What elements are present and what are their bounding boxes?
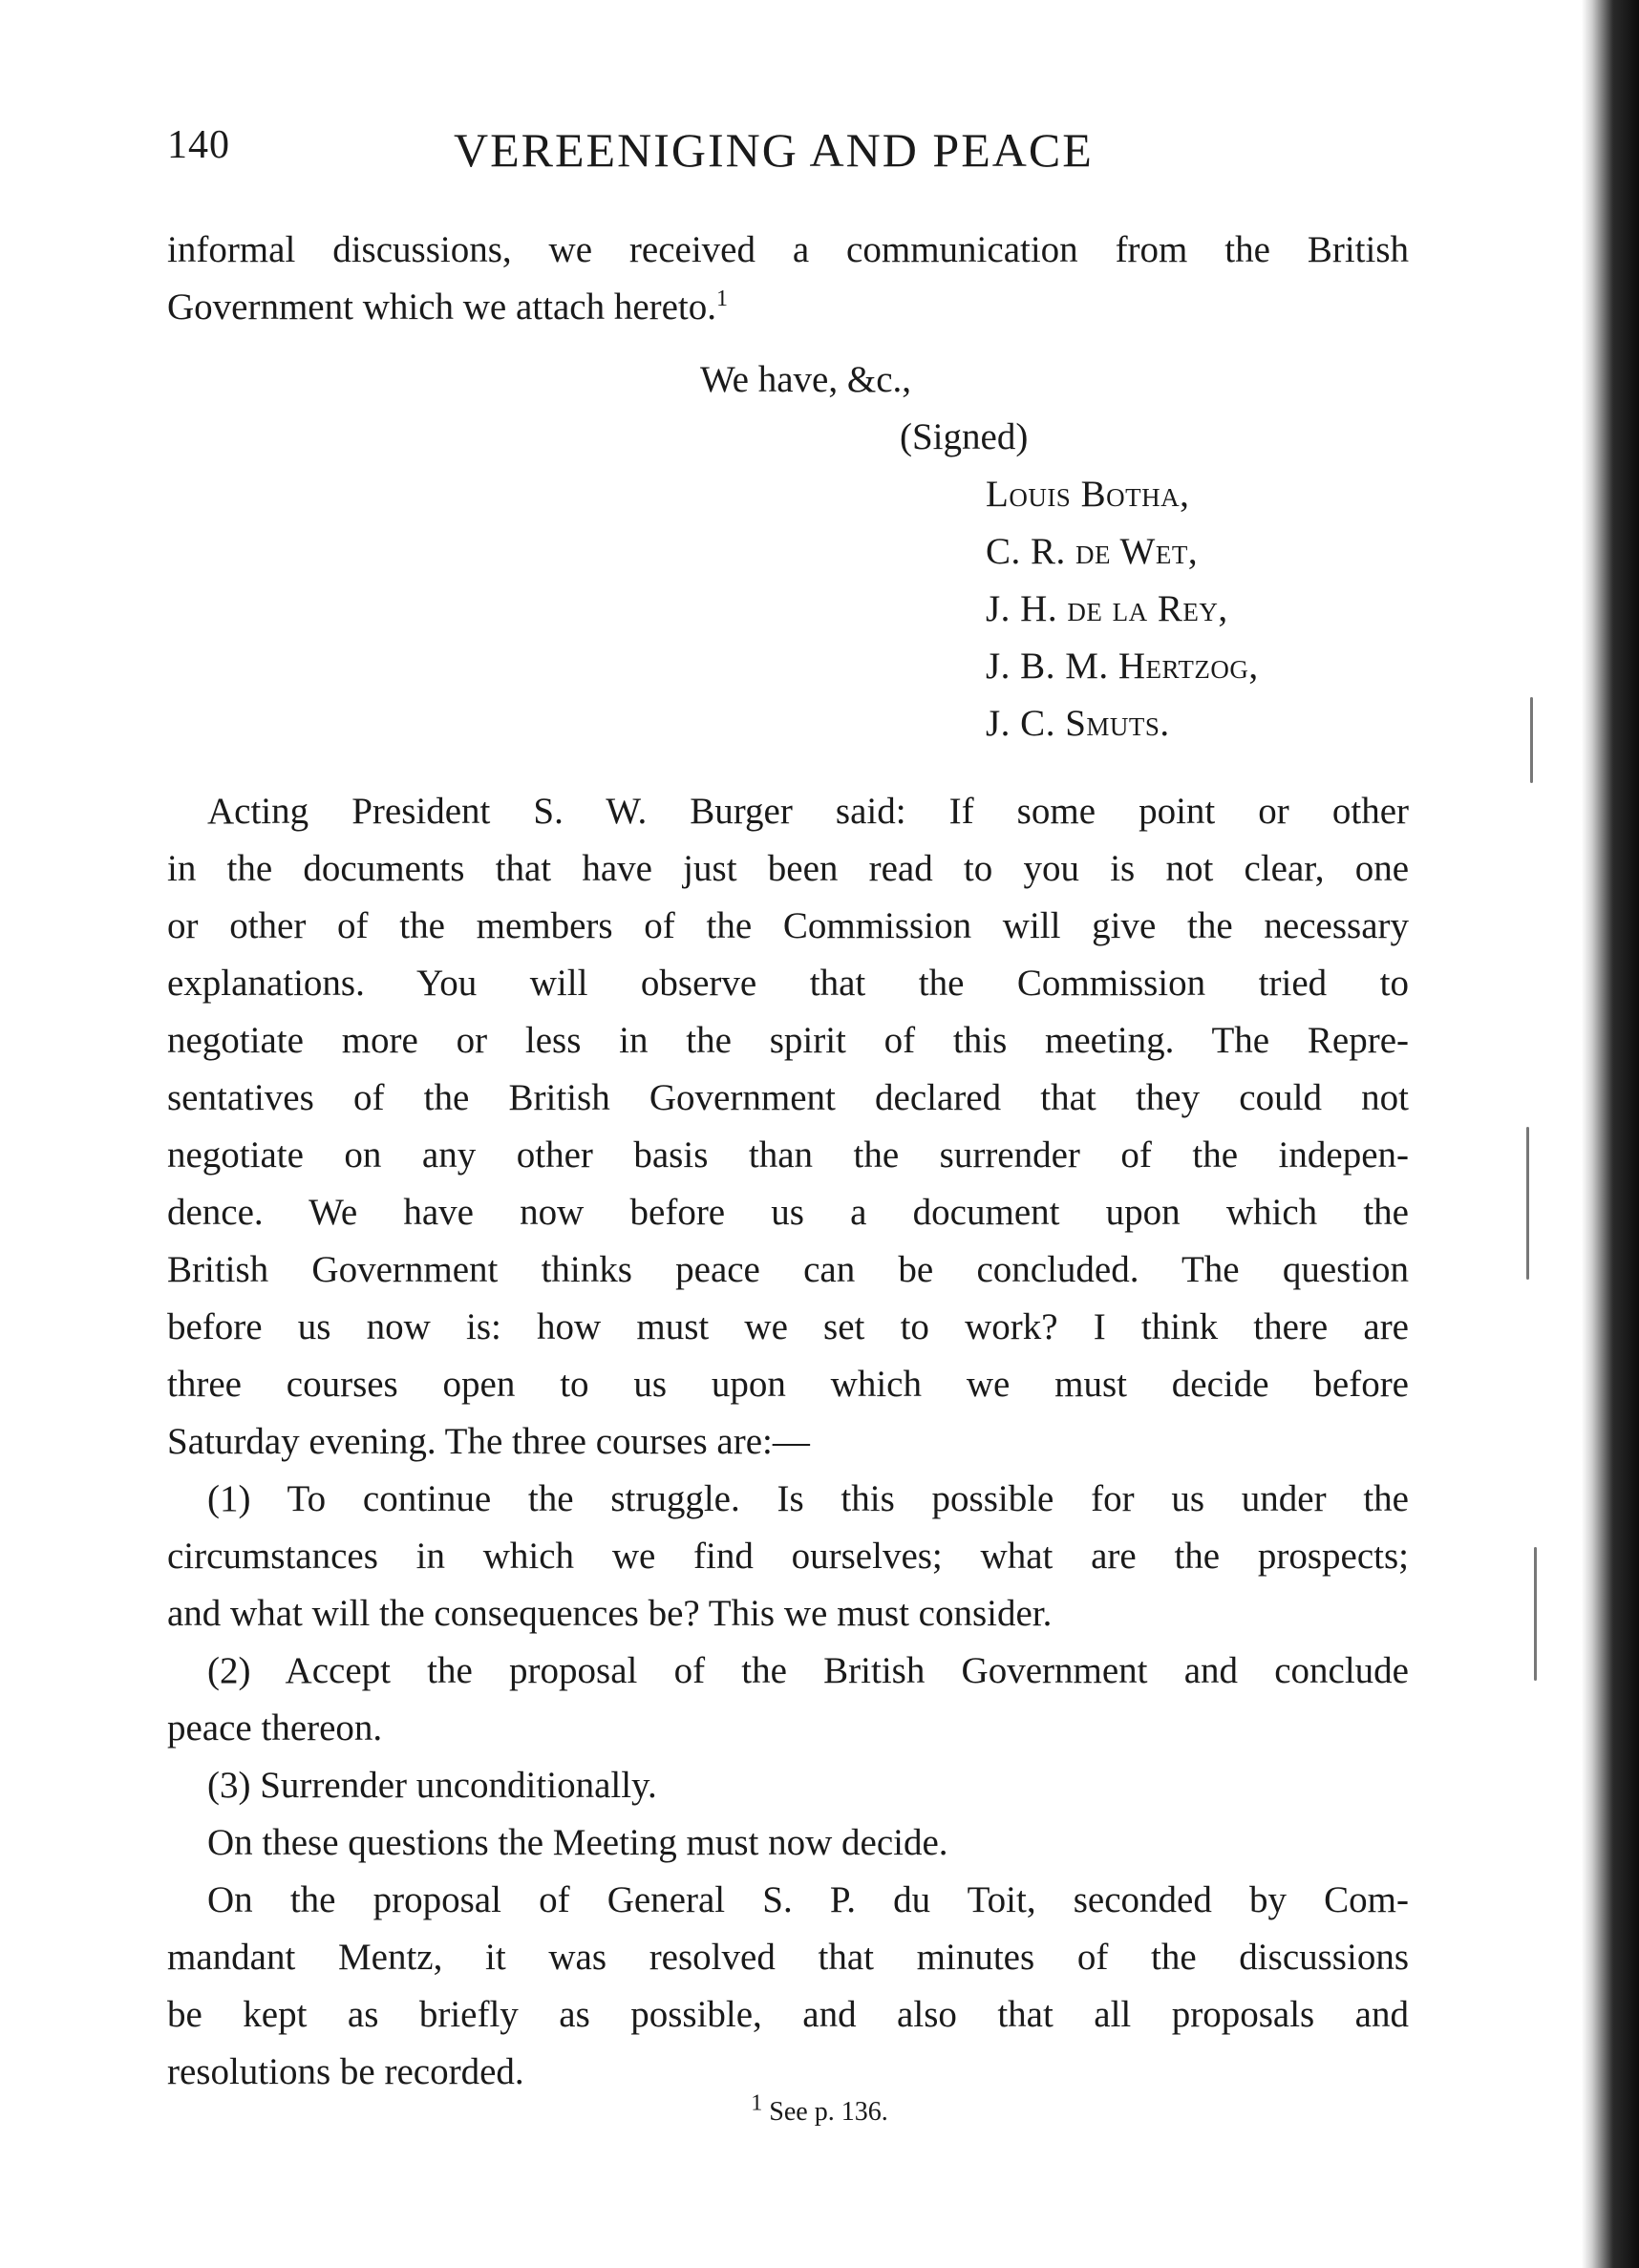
intro-line-2 (167, 279, 1409, 336)
footnote (0, 2090, 1639, 2128)
proposal-line: be kept as briefly as possible, and also that all proposals and (167, 1994, 1409, 2035)
scan-mark (1534, 1547, 1537, 1681)
decide-line: On these questions the Meeting must now decide. (207, 1822, 948, 1863)
signatory-name: Louis Botha, (986, 474, 1190, 515)
speech-line: explanations. You will observe that the Commission tried to (167, 963, 1409, 1004)
signed-line: (Signed) (900, 416, 1029, 457)
course-1-line: and what will the consequences be? This we must consider. (167, 1593, 1053, 1634)
running-title: VEREENIGING AND PEACE (454, 123, 1094, 177)
speech-line: three courses open to us upon which we must decide before (167, 1364, 1409, 1405)
closing-line: We have, &c., (700, 359, 912, 400)
speech-line: British Government thinks peace can be concluded. The question (167, 1249, 1409, 1290)
speech-line: dence. We have now before us a document upon which the (167, 1192, 1409, 1233)
course-1-line: circumstances in which we find ourselves; what are the prospects; (167, 1536, 1409, 1577)
proposal-line: On the proposal of General S. P. du Toit, seconded by Com- (207, 1879, 1409, 1920)
speech-line: Acting President S. W. Burger said: If some point or other (207, 791, 1409, 832)
course-1-line: (1) To continue the struggle. Is this possible for us under the (207, 1478, 1409, 1519)
speech-line: or other of the members of the Commission will give the necessary (167, 905, 1409, 946)
footnote-marker: 1 (751, 2090, 763, 2116)
signatory-name: J. H. de la Rey, (986, 588, 1228, 629)
footnote-reference: 1 (716, 286, 729, 311)
proposal-line: resolutions be recorded. (167, 2051, 524, 2092)
proposal-line: mandant Mentz, it was resolved that minutes of the discussions (167, 1937, 1409, 1978)
speech-line: Saturday evening. The three courses are:— (167, 1421, 810, 1462)
scan-mark (1526, 1127, 1529, 1280)
course-2-line: peace thereon. (167, 1707, 383, 1749)
course-2-line: (2) Accept the proposal of the British Government and conclude (207, 1650, 1409, 1691)
speech-line: sentatives of the British Government declared that they could not (167, 1077, 1409, 1118)
signatory-name: J. B. M. Hertzog, (986, 646, 1259, 687)
page-number: 140 (167, 123, 230, 167)
speech-line: negotiate more or less in the spirit of this meeting. The Repre- (167, 1020, 1409, 1061)
signatory-name: C. R. de Wet, (986, 531, 1199, 572)
scan-mark (1530, 697, 1533, 783)
intro-line-2-text: Government which we attach hereto. (167, 286, 717, 328)
speech-line: before us now is: how must we set to work? I think there are (167, 1306, 1409, 1347)
binding-edge (1582, 0, 1639, 2268)
speech-line: negotiate on any other basis than the surrender of the indepen- (167, 1134, 1409, 1176)
course-3-line: (3) Surrender unconditionally. (207, 1765, 657, 1806)
intro-line-1: informal discussions, we received a communication from the British (167, 229, 1409, 270)
footnote-text: See p. 136. (769, 2097, 888, 2127)
signatory-name: J. C. Smuts. (986, 703, 1170, 744)
speech-line: in the documents that have just been read to you is not clear, one (167, 848, 1409, 889)
page-body (167, 0, 1409, 2268)
